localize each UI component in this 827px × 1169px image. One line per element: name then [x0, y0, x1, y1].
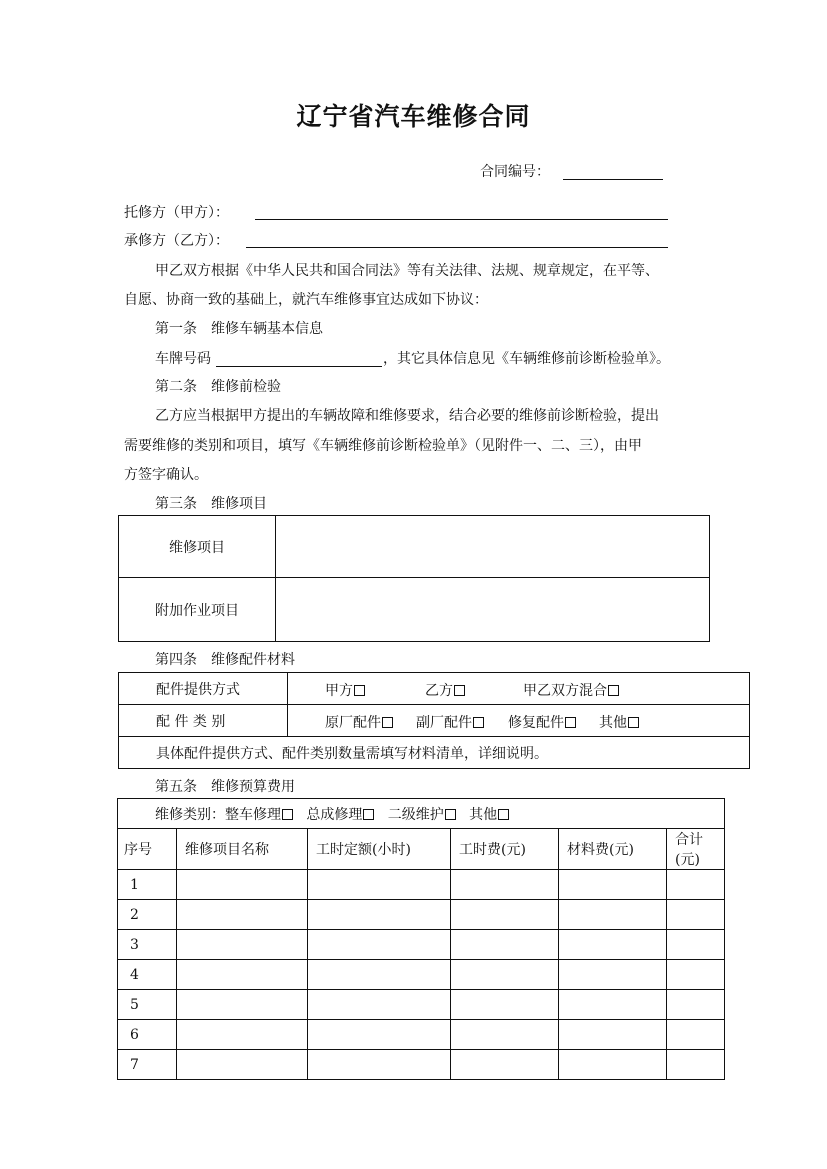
row-number: 5 [118, 990, 177, 1020]
supply-option-party-a[interactable]: 甲方 [325, 680, 365, 700]
contract-no-field[interactable] [563, 179, 663, 180]
article-4-heading: 第四条 维修配件材料 [155, 652, 295, 668]
table-row [118, 1050, 725, 1080]
supply-options [288, 673, 750, 705]
checkbox-icon[interactable] [628, 717, 639, 728]
category-option-repaired[interactable]: 修复配件 [508, 712, 576, 732]
checkbox-icon[interactable] [608, 685, 619, 696]
contract-no-label: 合同编号： [480, 164, 550, 180]
category-level-two[interactable]: 二级维护 [388, 807, 456, 823]
party-b-field[interactable] [246, 247, 668, 248]
article-2-line-2: 需要维修的类别和项目，填写《车辆维修前诊断检验单》（见附件一、二、三），由甲 [124, 438, 642, 454]
budget-table [117, 798, 725, 1080]
supply-label: 配件提供方式 [119, 673, 288, 705]
checkbox-icon[interactable] [382, 717, 393, 728]
table-row [118, 870, 725, 900]
repair-category-row [118, 799, 725, 829]
checkbox-icon[interactable] [363, 809, 374, 820]
col-header-total: 合计(元) [667, 829, 725, 870]
category-label: 配 件 类 别 [119, 705, 288, 737]
plate-label: 车牌号码 [155, 351, 211, 367]
table-row [118, 900, 725, 930]
category-assembly[interactable]: 总成修理 [306, 807, 374, 823]
article-2-line-1: 乙方应当根据甲方提出的车辆故障和维修要求，结合必要的维修前诊断检验，提出 [155, 408, 659, 424]
plate-number-field[interactable] [216, 366, 382, 367]
supply-option-mixed[interactable]: 甲乙双方混合 [523, 680, 619, 700]
party-a-field[interactable] [255, 219, 668, 220]
category-whole-vehicle[interactable]: 整车修理 [225, 807, 293, 823]
col-header-labor-cost: 工时费(元) [451, 829, 559, 870]
category-options [288, 705, 750, 737]
row-number: 1 [118, 870, 177, 900]
col-header-item-name: 维修项目名称 [177, 829, 308, 870]
article-2-heading: 第二条 维修前检验 [155, 379, 281, 395]
additional-items-label: 附加作业项目 [119, 578, 276, 642]
category-option-original[interactable]: 原厂配件 [325, 712, 393, 732]
repair-items-table [118, 515, 710, 642]
parts-table [118, 672, 750, 769]
col-header-no: 序号 [118, 829, 177, 870]
row-number: 6 [118, 1020, 177, 1050]
party-a-label: 托修方（甲方）： [124, 205, 229, 221]
table-row [118, 960, 725, 990]
row-number: 7 [118, 1050, 177, 1080]
table-row [118, 930, 725, 960]
supply-option-party-b[interactable]: 乙方 [425, 680, 465, 700]
parts-note: 具体配件提供方式、配件类别数量需填写材料清单，详细说明。 [119, 737, 750, 769]
budget-header-row [118, 829, 725, 870]
category-option-other[interactable]: 其他 [599, 712, 639, 732]
checkbox-icon[interactable] [473, 717, 484, 728]
article-5-heading: 第五条 维修预算费用 [155, 779, 295, 795]
col-header-hours: 工时定额(小时) [308, 829, 451, 870]
plate-suffix: ，其它具体信息见《车辆维修前诊断检验单》。 [383, 351, 670, 367]
additional-items-field[interactable] [276, 578, 710, 642]
category-option-aftermarket[interactable]: 副厂配件 [416, 712, 484, 732]
row-number: 2 [118, 900, 177, 930]
article-2-line-3: 方签字确认。 [124, 467, 208, 483]
checkbox-icon[interactable] [498, 809, 509, 820]
checkbox-icon[interactable] [354, 685, 365, 696]
repair-items-label: 维修项目 [119, 516, 276, 578]
checkbox-icon[interactable] [454, 685, 465, 696]
col-header-material-cost: 材料费(元) [559, 829, 667, 870]
article-3-heading: 第三条 维修项目 [155, 496, 267, 512]
row-number: 4 [118, 960, 177, 990]
intro-line-2: 自愿、协商一致的基础上，就汽车维修事宜达成如下协议： [124, 292, 488, 308]
row-number: 3 [118, 930, 177, 960]
article-1-heading: 第一条 维修车辆基本信息 [155, 321, 323, 337]
repair-category-prefix: 维修类别： [155, 806, 225, 823]
repair-items-field[interactable] [276, 516, 710, 578]
table-row [118, 1020, 725, 1050]
checkbox-icon[interactable] [445, 809, 456, 820]
intro-line-1: 甲乙双方根据《中华人民共和国合同法》等有关法律、法规、规章规定，在平等、 [155, 263, 659, 279]
category-other[interactable]: 其他 [469, 807, 509, 823]
table-row [118, 990, 725, 1020]
page-title: 辽宁省汽车维修合同 [296, 102, 531, 131]
checkbox-icon[interactable] [282, 809, 293, 820]
party-b-label: 承修方（乙方）： [124, 233, 229, 249]
checkbox-icon[interactable] [565, 717, 576, 728]
